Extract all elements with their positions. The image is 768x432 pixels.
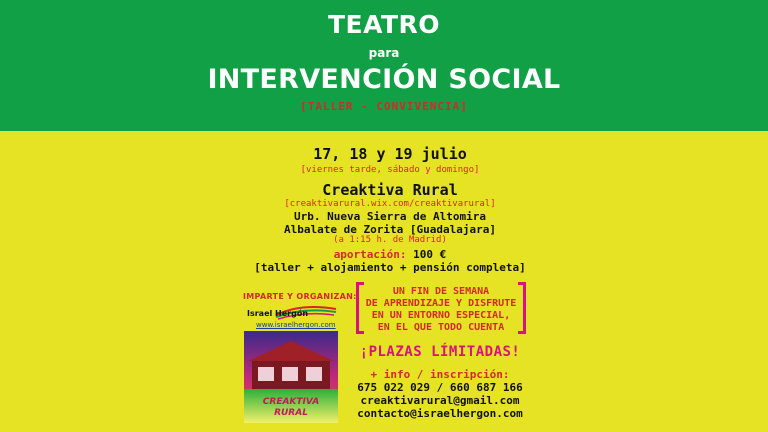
israel-hergon-logo <box>246 301 338 321</box>
organizer-url[interactable]: www.israelhergon.com <box>256 321 336 329</box>
event-dates-detail: [viernes tarde, sábado y domingo] <box>300 165 480 175</box>
logo-text: Israel Hergón <box>247 309 309 318</box>
distance-note: (a 1:15 h. de Madrid) <box>333 235 447 245</box>
title-para: para <box>368 46 400 60</box>
price-label: aportación: <box>333 248 407 261</box>
organizer-label: IMPARTE Y ORGANIZAN: <box>243 292 357 301</box>
creaktiva-rural-photo <box>244 331 338 423</box>
highlight-box <box>356 282 526 334</box>
title-intervencion-social: INTERVENCIÓN SOCIAL <box>207 64 561 95</box>
header-banner <box>0 0 768 131</box>
address-line2: Albalate de Zorita [Guadalajara] <box>284 223 496 236</box>
subtitle-taller: [TALLER - CONVIVENCIA] <box>300 100 468 113</box>
highlight-line4: EN EL QUE TODO CUENTA <box>377 322 505 333</box>
price-value: 100 € <box>413 248 447 261</box>
price-includes: [taller + alojamiento + pensión completa] <box>254 261 526 274</box>
highlight-line2: DE APRENDIZAJE Y DISFRUTE <box>365 298 517 309</box>
highlight-line3: EN UN ENTORNO ESPECIAL, <box>371 310 511 321</box>
contact-email-1[interactable]: creaktivarural@gmail.com <box>360 394 520 407</box>
title-teatro: TEATRO <box>327 10 441 39</box>
address-line1: Urb. Nueva Sierra de Altomira <box>293 210 487 223</box>
contact-phones[interactable]: 675 022 029 / 660 687 166 <box>357 381 523 394</box>
photo-caption-2: RURAL <box>274 408 308 418</box>
contact-title: + info / inscripción: <box>370 368 510 381</box>
plazas-limitadas: ¡PLAZAS LÍMITADAS! <box>359 344 521 360</box>
event-dates: 17, 18 y 19 julio <box>313 145 467 163</box>
highlight-line1: UN FIN DE SEMANA <box>392 286 490 297</box>
venue-url[interactable]: [creaktivarural.wix.com/creaktivarural] <box>284 199 496 209</box>
contact-email-2[interactable]: contacto@israelhergon.com <box>357 407 523 420</box>
price-line <box>190 248 590 261</box>
venue-name: Creaktiva Rural <box>322 181 458 199</box>
photo-caption-1: CREAKTIVA <box>262 397 320 407</box>
